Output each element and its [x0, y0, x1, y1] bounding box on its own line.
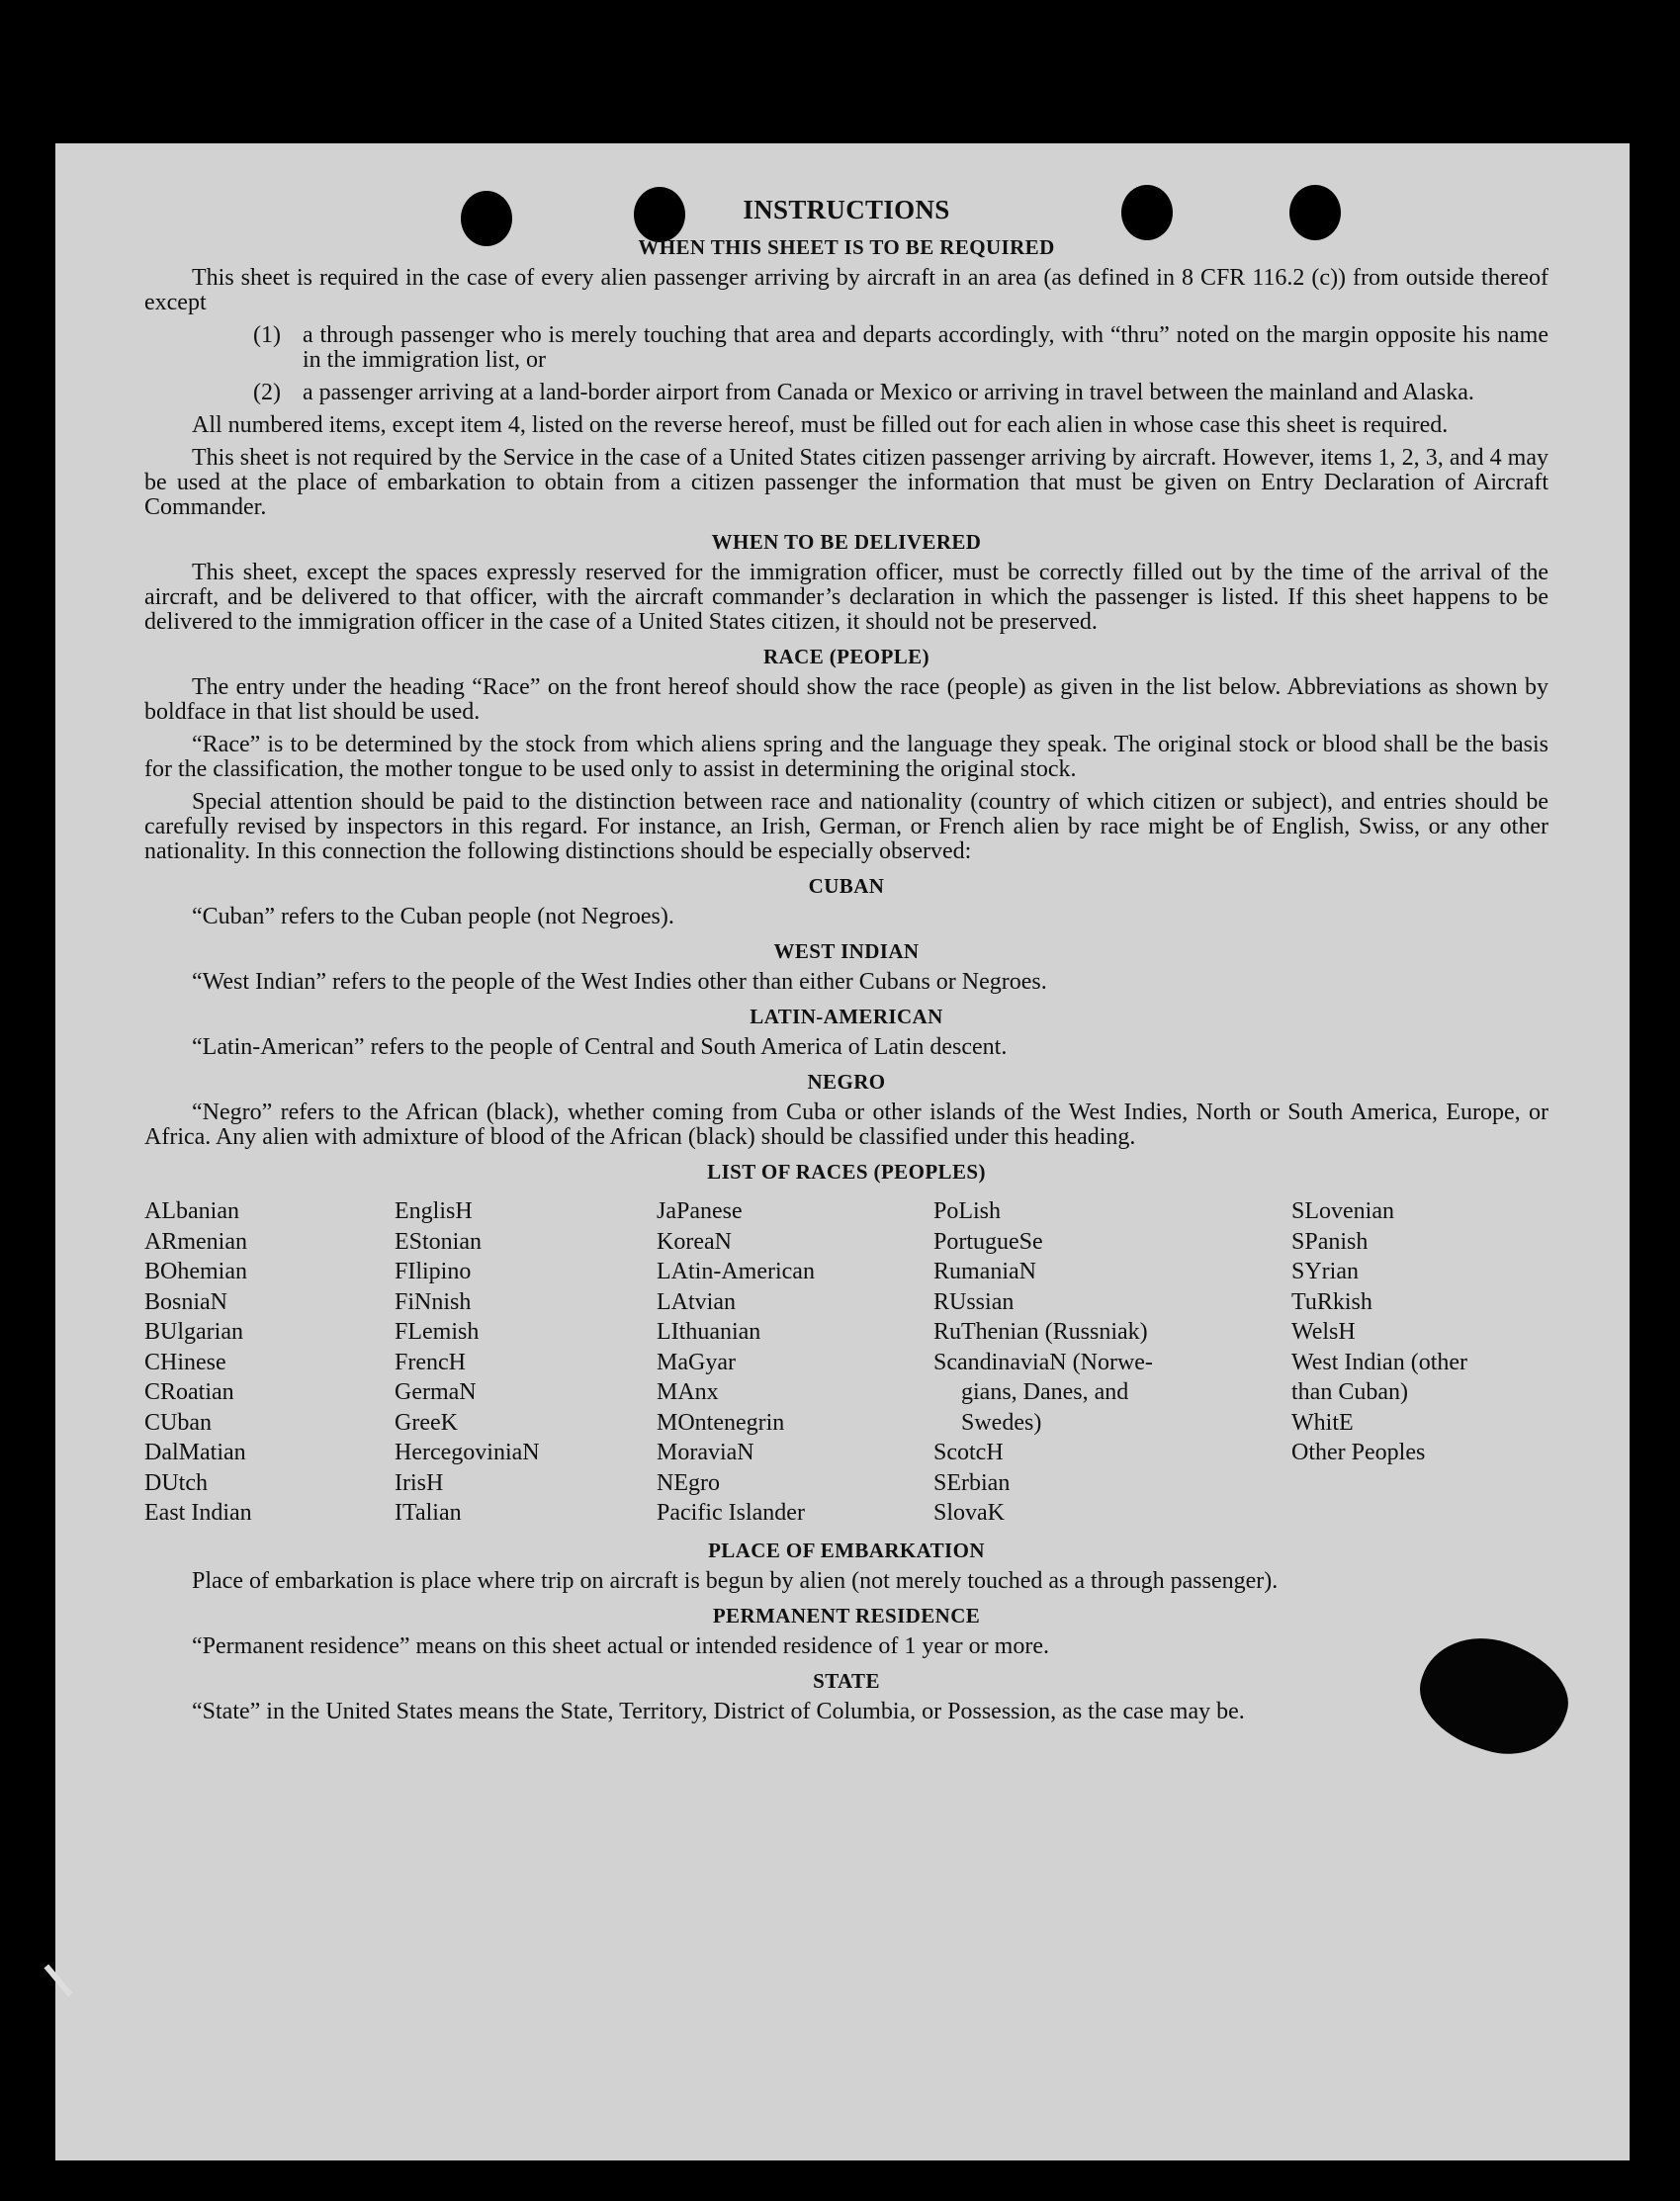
race-paragraph-1: The entry under the heading “Race” on the front hereof should show the race (people) as given in the list below. Abbreviations as shown by boldface in that list should be used. [144, 674, 1548, 725]
race-entry: NEgro [657, 1469, 720, 1496]
race-entry: SLovenian [1291, 1198, 1394, 1224]
race-entry: DalMatian [144, 1440, 246, 1465]
race-entry: ARmenian [144, 1228, 247, 1255]
race-entry: BOhemian [144, 1259, 247, 1284]
race-entry: LAtin-American [657, 1259, 815, 1284]
heading-latin-american: LATIN-AMERICAN [750, 1005, 943, 1028]
race-entry: WelsH [1291, 1319, 1356, 1345]
exception-item-2-text: a passenger arriving at a land-border airport from Canada or Mexico or arriving in travel between the mainland and Alaska. [303, 380, 1474, 405]
race-entry: DUtch [144, 1469, 208, 1496]
race-entry: FIlipino [395, 1259, 472, 1284]
race-entry: than Cuban) [1291, 1379, 1408, 1405]
race-entry: SPanish [1291, 1228, 1369, 1255]
exception-item-2 [253, 381, 1548, 405]
races-column-1 [144, 1196, 395, 1529]
heading-when-required: WHEN THIS SHEET IS TO BE REQUIRED [638, 235, 1055, 259]
race-entry: East Indian [144, 1500, 252, 1526]
exception-item-1-text: a through passenger who is merely touching that area and departs accordingly, with “thru” noted on the margin opposite his name in the immigration list, or [303, 322, 1548, 373]
heading-negro: NEGRO [807, 1070, 886, 1094]
heading-state: STATE [813, 1668, 880, 1693]
race-entry: ScandinaviaN (Norwe- [933, 1349, 1153, 1375]
races-column-5 [1291, 1196, 1539, 1529]
race-entry: LIthuanian [657, 1319, 761, 1345]
exception-item-1 [253, 323, 1548, 373]
race-entry: SYrian [1291, 1259, 1359, 1284]
race-entry: Swedes) [961, 1409, 1042, 1436]
latin-american-definition: “Latin-American” refers to the people of Central and South America of Latin descent. [192, 1034, 1008, 1060]
race-entry: CRoatian [144, 1379, 234, 1405]
document-title: INSTRUCTIONS [743, 195, 950, 224]
heading-west-indian: WEST INDIAN [773, 939, 920, 963]
race-entry: gians, Danes, and [961, 1379, 1129, 1405]
race-entry: FiNnish [395, 1288, 472, 1315]
race-entry: FLemish [395, 1319, 480, 1345]
heading-when-delivered: WHEN TO BE DELIVERED [711, 530, 982, 554]
numbered-items-paragraph: All numbered items, except item 4, listed on the reverse hereof, must be filled out for each alien in whose case this sheet is required. [192, 412, 1449, 438]
race-entry: GreeK [395, 1409, 458, 1436]
race-entry: SlovaK [933, 1500, 1005, 1526]
race-entry: LAtvian [657, 1288, 736, 1315]
race-entry: BosniaN [144, 1288, 227, 1315]
state-text: “State” in the United States means the State, Territory, District of Columbia, or Possession, as the case may be. [192, 1698, 1245, 1724]
race-entry: MoraviaN [657, 1440, 754, 1465]
race-entry: CHinese [144, 1349, 226, 1375]
races-list [144, 1196, 1548, 1529]
cuban-definition: “Cuban” refers to the Cuban people (not Negroes). [192, 904, 674, 929]
race-paragraph-2: “Race” is to be determined by the stock from which aliens spring and the language they speak. The original stock or blood shall be the basis for the classification, the mother tongue to be used only to assist in determining the original stock. [144, 732, 1548, 782]
exception-item-2-number: (2) [253, 380, 281, 405]
race-entry: HercegoviniaN [395, 1440, 540, 1465]
race-entry: RumaniaN [933, 1259, 1036, 1284]
races-column-3 [657, 1196, 933, 1529]
race-entry: RuThenian (Russniak) [933, 1319, 1148, 1345]
embarkation-text: Place of embarkation is place where trip on aircraft is begun by alien (not merely touched as a through passenger). [192, 1567, 1279, 1594]
race-entry: Pacific Islander [657, 1500, 805, 1526]
when-required-intro: This sheet is required in the case of every alien passenger arriving by aircraft in an area (as defined in 8 CFR 116.2 (c)) from outside thereof except [144, 265, 1548, 315]
race-entry: EnglisH [395, 1198, 473, 1224]
permanent-residence-text: “Permanent residence” means on this sheet actual or intended residence of 1 year or more. [192, 1632, 1049, 1659]
race-entry: PoLish [933, 1198, 1002, 1224]
heading-permanent-residence: PERMANENT RESIDENCE [712, 1603, 981, 1628]
west-indian-definition: “West Indian” refers to the people of the West Indies other than either Cubans or Negroes. [192, 969, 1047, 995]
negro-definition: “Negro” refers to the African (black), whether coming from Cuba or other islands of the West Indies, North or South America, Europe, or Africa. Any alien with admixture of blood of the African (black) should be classified under this heading. [144, 1100, 1548, 1150]
race-entry: JaPanese [657, 1198, 743, 1224]
heading-race: RACE (PEOPLE) [763, 645, 929, 668]
race-entry: MaGyar [657, 1349, 736, 1375]
race-entry: BUlgarian [144, 1319, 243, 1345]
race-entry: IrisH [395, 1469, 444, 1496]
heading-cuban: CUBAN [808, 874, 885, 898]
race-entry: TuRkish [1291, 1288, 1372, 1315]
heading-embarkation: PLACE OF EMBARKATION [708, 1538, 985, 1562]
when-delivered-text: This sheet, except the spaces expressly reserved for the immigration officer, must be correctly filled out by the time of the arrival of the aircraft, and be delivered to that officer, with the aircraft commander’s declaration in which the passenger is listed. If this sheet happens to be delivered to the immigration officer in the case of a United States citizen, it should not be preserved. [144, 560, 1548, 635]
race-entry: KoreaN [657, 1228, 732, 1255]
race-entry: MAnx [657, 1379, 719, 1405]
races-column-2 [395, 1196, 657, 1529]
heading-list-of-races: LIST OF RACES (PEOPLES) [707, 1160, 986, 1184]
race-entry: FrencH [395, 1349, 466, 1375]
race-paragraph-3: Special attention should be paid to the distinction between race and nationality (country of which citizen or subject), and entries should be carefully revised by inspectors in this regard. For instance, an Irish, German, or French alien by race might be of English, Swiss, or any other nationality. In this connection the following distinctions should be especially observed: [144, 789, 1548, 864]
race-entry: West Indian (other [1291, 1349, 1468, 1375]
race-entry: ScotcH [933, 1440, 1004, 1465]
race-entry: MOntenegrin [657, 1409, 785, 1436]
race-entry: ITalian [395, 1500, 462, 1526]
race-entry: GermaN [395, 1379, 477, 1405]
exception-item-1-number: (1) [253, 322, 281, 348]
race-entry: CUban [144, 1409, 212, 1436]
race-entry: ALbanian [144, 1198, 239, 1224]
race-entry: PortugueSe [933, 1228, 1043, 1255]
race-entry: WhitE [1291, 1409, 1354, 1436]
race-entry: EStonian [395, 1228, 482, 1255]
races-column-4 [933, 1196, 1291, 1529]
document-content [144, 195, 1548, 1732]
document-sheet [55, 143, 1630, 2160]
race-entry: SErbian [933, 1469, 1011, 1496]
race-entry: Other Peoples [1291, 1440, 1426, 1465]
citizen-paragraph: This sheet is not required by the Service in the case of a United States citizen passenger arriving by aircraft. However, items 1, 2, 3, and 4 may be used at the place of embarkation to obtain from a citizen passenger the information that must be given on Entry Declaration of Aircraft Commander. [144, 445, 1548, 520]
race-entry: RUssian [933, 1288, 1015, 1315]
